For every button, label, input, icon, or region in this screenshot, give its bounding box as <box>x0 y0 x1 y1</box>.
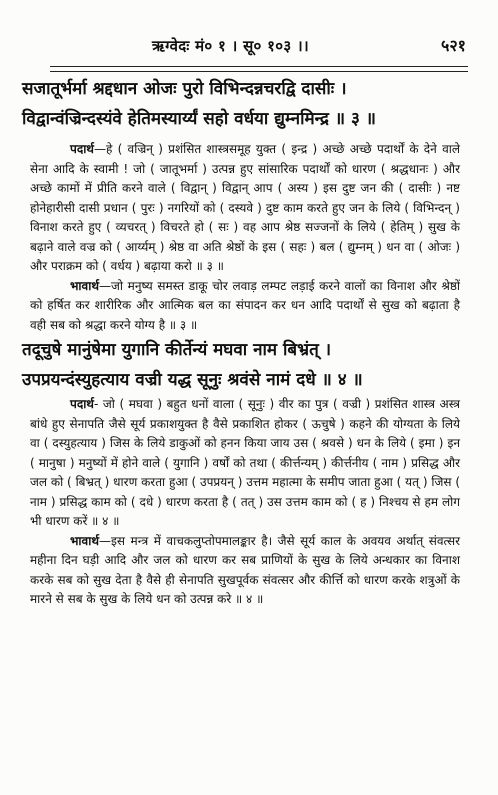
bhavartha-label: भावार्थ <box>70 533 99 548</box>
padartha-text: —हे ( वज्रिन् ) प्रशंसित शास्त्रसमूह युक्त ( इन्द्र ) अच्छे अच्छे पदार्थों के देने वाले सेना आदि के स्वामी ! जो ( जातूभर्मा ) उत्पन्न हुए सांसारिक पदार्थों को धारण ( श्रद्धधानः ) और अच्छे कामों में प्रीति करने वाले ( विद्वान् ) विद्वान् आप ( अस्य ) इस दुष्ट जन की ( दासीः ) नष्ट होनेहारीसी दासी प्रधान ( पुरः ) नगरियों को ( दस्यवे ) दुष्ट काम करते हुए जन के लिये ( विभिन्दन् ) विनाश करते हुए ( व्यचरत् ) विचरते हो ( सः ) वह आप श्रेष्ठ सज्जनों के लिये ( हेतिम् ) सुख के बढ़ाने वाले वज्र को ( आर्य्यम् ) श्रेष्ठ वा अति श्रेष्ठों के इस ( सहः ) बल ( द्युम्नम् ) धन वा ( ओजः ) और पराक्रम को ( वर्धय ) बढ़ाया करो ॥ ३ ॥ <box>30 142 460 273</box>
padartha-label: पदार्थ <box>70 142 94 156</box>
padartha-label: पदार्थ <box>70 397 94 411</box>
bhavartha-4 <box>30 532 460 610</box>
mantra-4-line-1: तदूचुषे मानुंषेमा युगानि कीर्तेन्यं मघवा नाम बिभ्रंत् । <box>22 340 332 360</box>
bhavartha-text: —इस मन्त्र में वाचकलुप्तोपमालङ्कार है। जैसे सूर्य काल के अवयव अर्थात् संवत्सर महीना दिन घड़ी आदि और जल को धारण कर सब प्राणियों के सुख के लिये अन्धकार का विनाश करके सब को सुख देता है वैसे ही सेनापति सुखपूर्वक संवत्सर और कीर्त्ति को धारण करके शत्रुओं के मारने से सब के सुख के लिये धन को उत्पन्न करे ॥ ४ ॥ <box>30 533 460 606</box>
page-header <box>12 0 488 55</box>
bhavartha-3 <box>30 277 460 336</box>
running-head: ऋग्वेदः मं० १ । सू० १०३ ।। <box>152 37 309 55</box>
padartha-3 <box>30 140 460 277</box>
padartha-text: - जो ( मघवा ) बहुत धनों वाला ( सूनुः ) वीर का पुत्र ( वज्री ) प्रशंसित शास्त्र अस्त्र बांधे हुए सेनापति जैसे सूर्य प्रकाशयुक्त है वैसे प्रकाशित होकर ( ऊचुषे ) कहने की योग्यता के लिये वा ( दस्युहत्याय ) जिस के लिये डाकुओं को हनन किया जाय उस ( श्रवसे ) धन के लिये ( इमा ) इन ( मानुषा ) मनुष्यों में होने वाले ( युगानि ) वर्षों को तथा ( कीर्त्तन्यम् ) कीर्त्तनीय ( नाम ) प्रसिद्ध और जल को ( बिभ्रत् ) धारण करता हुआ ( उपप्रयन् ) उत्तम महात्मा के समीप जाता हुआ ( यत् ) जिस ( नाम ) प्रसिद्ध काम को ( दधे ) धारण करता है ( तत् ) उस उत्तम काम को ( ह ) निश्चय से हम लोग भी धारण करें ॥ ४ ॥ <box>30 397 460 528</box>
padartha-4 <box>30 395 460 532</box>
header-rule <box>50 66 468 72</box>
mantra-3-line-1: सजातूर्भर्मा श्रद्दधान ओजः पुरो विभिन्दन्नचरद्वि दासीः । <box>22 79 347 99</box>
mantra-3-line-2: विद्वान्वंज्रिन्दस्यंवे हेतिमस्यार्य्यं सहो वर्धया द्युम्नमिन्द्र ॥ ३ ॥ <box>22 109 376 129</box>
bhavartha-text: —जो मनुष्य समस्त डाकू चोर लवाड़ लम्पट लड़ाई करने वालों का विनाश और श्रेष्ठों को हर्षित कर शारीरिक और आत्मिक बल का संपादन कर धन आदि पदार्थों से सुख को बढ़ाता है वही सब को श्रद्धा करने योग्य है ॥ ३ ॥ <box>30 278 460 332</box>
mantra-4-line-2: उपप्रयन्दंस्युहत्याय वज्री यद्ध सूनुः श्रवंसे नामं दधे ॥ ४ ॥ <box>22 370 363 390</box>
page-number: ५२१ <box>441 36 466 55</box>
bhavartha-label: भावार्थ <box>70 278 99 293</box>
